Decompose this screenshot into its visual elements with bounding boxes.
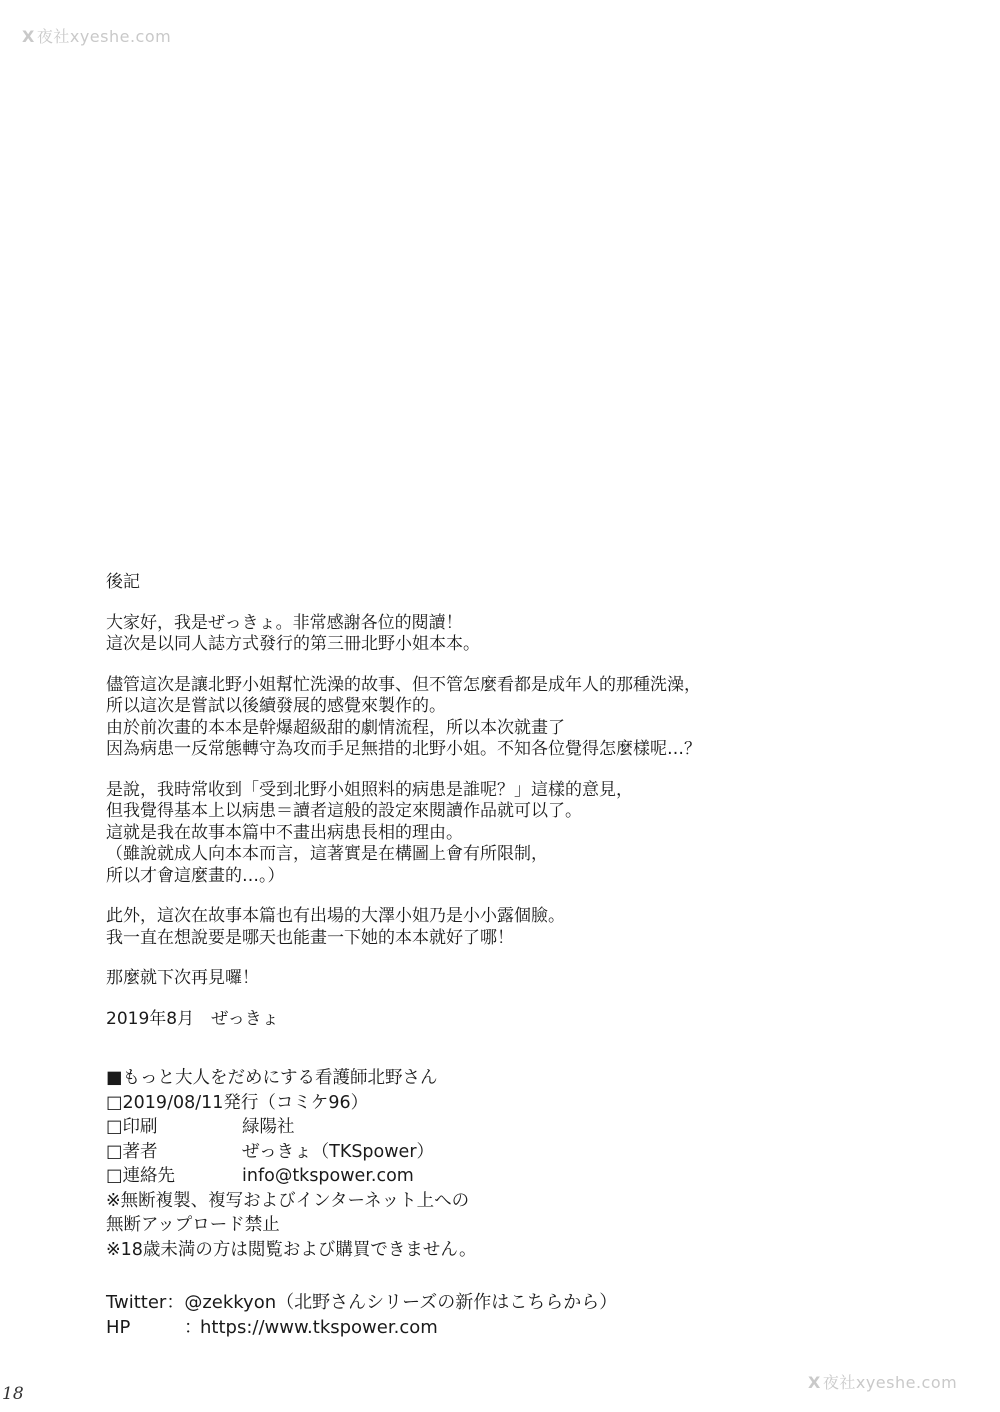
afterword-line: 儘管這次是讓北野小姐幫忙洗澡的故事、但不管怎麼看都是成年人的那種洗澡，: [106, 674, 701, 695]
colophon-row-printer: [106, 1115, 866, 1140]
colophon-note: 無断アップロード禁止: [106, 1215, 280, 1235]
colophon-email: info@tkspower.com: [242, 1166, 414, 1186]
colophon-note: ※18歳未満の方は閲覧および購買できません。: [106, 1239, 477, 1260]
homepage-row: [106, 1315, 617, 1340]
afterword-title: 後記: [106, 572, 140, 592]
homepage-separator: ：: [184, 1317, 202, 1338]
afterword-line: 因為病患一反常態轉守為攻而手足無措的北野小姐。不知各位覺得怎麼樣呢…？: [106, 739, 701, 759]
contact-section: [106, 1290, 617, 1340]
afterword-line: 所以這次是嘗試以後續發展的感覺來製作的。: [106, 696, 446, 716]
afterword-line: 我一直在想說要是哪天也能畫一下她的本本就好了哪！: [106, 927, 514, 948]
colophon-key: □連絡先: [106, 1166, 176, 1186]
twitter-row: [106, 1290, 617, 1315]
colophon-key: □著者: [106, 1141, 158, 1162]
twitter-separator: ：: [166, 1292, 185, 1313]
afterword-line: 大家好，我是ぜっきょ。非常感謝各位的閱讀！: [106, 612, 463, 633]
afterword-line: 這次是以同人誌方式發行的第三冊北野小姐本本。: [106, 634, 480, 654]
watermark-logo-icon: X: [808, 1373, 821, 1392]
watermark-bottom: [808, 1370, 957, 1393]
colophon-value: ぜっきょ（TKSpower）: [242, 1141, 435, 1162]
colophon-note: ※無断複製、複写およびインターネット上への: [106, 1190, 470, 1211]
afterword-line: 所以才會這麼畫的…。）: [106, 865, 285, 886]
afterword-line: 是說，我時常收到「受到北野小姐照料的病患是誰呢？」這樣的意見，: [106, 779, 633, 800]
colophon-title: ■もっと大人をだめにする看護師北野さん: [106, 1068, 438, 1088]
afterword-line: （雖說就成人向本本而言，這著實是在構圖上會有所限制，: [106, 844, 548, 864]
afterword-line: 此外，這次在故事本篇也有出場的大澤小姐乃是小小露個臉。: [106, 906, 565, 926]
afterword-line: 那麼就下次再見囉！: [106, 968, 259, 988]
colophon-key: □印刷: [106, 1117, 158, 1137]
homepage-label: HP: [106, 1317, 131, 1338]
afterword-line: 由於前次畫的本本是幹爆超級甜的劇情流程，所以本次就畫了: [106, 717, 565, 738]
afterword-line: 這就是我在故事本篇中不畫出病患長相的理由。: [106, 822, 463, 843]
colophon-issued: □2019/08/11発行（コミケ96）: [106, 1092, 369, 1113]
afterword-section: [106, 572, 866, 1030]
homepage-url: https://www.tkspower.com: [200, 1317, 438, 1338]
colophon-row-author: [106, 1140, 866, 1165]
colophon-row-contact: [106, 1164, 866, 1189]
watermark-top: [22, 24, 171, 47]
colophon: [106, 1066, 866, 1262]
afterword-line: 但我覺得基本上以病患＝讀者這般的設定來閱讀作品就可以了。: [106, 801, 582, 821]
watermark-logo-icon: X: [22, 27, 35, 46]
watermark-text: 夜社xyeshe.com: [822, 1373, 958, 1392]
watermark-text: 夜社xyeshe.com: [36, 27, 172, 46]
afterword-signature: 2019年8月 ぜっきょ: [106, 1008, 279, 1029]
twitter-handle: @zekkyon（北野さんシリーズの新作はこちらから）: [184, 1292, 618, 1313]
page-number: 18: [2, 1384, 24, 1404]
twitter-label: Twitter: [106, 1292, 167, 1313]
colophon-value: 緑陽社: [242, 1117, 295, 1137]
